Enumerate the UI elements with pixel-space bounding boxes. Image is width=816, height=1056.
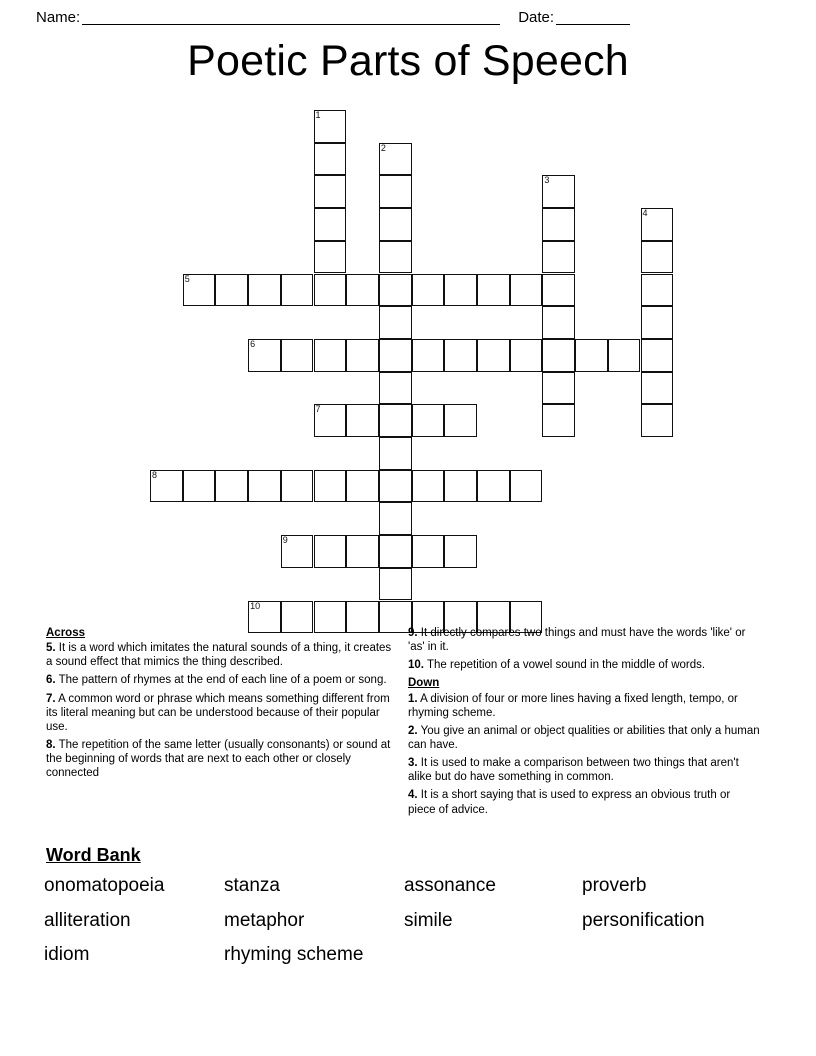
clue-number: 7. [46,692,56,705]
crossword-cell[interactable] [314,535,347,568]
crossword-cell[interactable] [314,110,347,143]
crossword-cell[interactable] [183,470,216,503]
clue-text: It directly compares two things and must have the words 'like' or 'as' in it. [408,627,746,654]
crossword-cell[interactable] [281,470,314,503]
crossword-cell[interactable] [542,306,575,339]
crossword-cell[interactable] [575,339,608,372]
crossword-cell[interactable] [412,470,445,503]
crossword-cell[interactable] [215,470,248,503]
crossword-cell[interactable] [379,535,412,568]
crossword-cell[interactable] [542,372,575,405]
crossword-cell[interactable] [542,404,575,437]
clues-column-right [408,626,760,821]
crossword-cell[interactable] [379,241,412,274]
crossword-cell[interactable] [314,208,347,241]
crossword-cell[interactable] [281,535,314,568]
cell-number: 10 [250,600,261,611]
word-bank-item[interactable]: personification [582,909,705,931]
word-bank-item[interactable]: stanza [224,875,280,896]
crossword-cell[interactable] [314,339,347,372]
clue-down-2 [408,724,760,752]
crossword-cell[interactable] [412,339,445,372]
crossword-cell[interactable] [641,339,674,372]
word-bank-item[interactable]: alliteration [44,909,131,931]
crossword-cell[interactable] [412,404,445,437]
crossword-cell[interactable] [641,241,674,274]
crossword-cell[interactable] [215,274,248,307]
page-title: Poetic Parts of Speech [187,37,629,85]
crossword-cell[interactable] [248,339,281,372]
crossword-cell[interactable] [510,274,543,307]
clues-column-left [46,626,398,784]
across-heading: Across [46,627,85,639]
crossword-cell[interactable] [477,274,510,307]
crossword-cell[interactable] [379,208,412,241]
crossword-cell[interactable] [444,339,477,372]
word-bank-item[interactable]: assonance [404,875,496,896]
crossword-cell[interactable] [379,404,412,437]
word-bank-item[interactable]: onomatopoeia [44,875,165,896]
crossword-cell[interactable] [379,568,412,601]
clue-number: 2. [408,724,418,737]
cell-number: 8 [152,469,158,480]
crossword-cell[interactable] [314,404,347,437]
crossword-cell[interactable] [314,175,347,208]
crossword-cell[interactable] [346,535,379,568]
clue-text: A division of four or more lines having a fixed length, tempo, or rhyming scheme. [408,692,738,719]
crossword-cell[interactable] [314,241,347,274]
clue-across-6 [46,673,398,687]
clue-across-8 [46,738,398,780]
cell-number: 1 [315,110,321,120]
crossword-cell[interactable] [314,143,347,176]
crossword-cell[interactable] [379,339,412,372]
clue-number: 8. [46,738,56,751]
clue-number: 3. [408,757,418,770]
crossword-cell[interactable] [281,339,314,372]
crossword-cell[interactable] [510,339,543,372]
crossword-cell[interactable] [346,470,379,503]
clues-section [46,626,770,836]
crossword-cell[interactable] [641,404,674,437]
date-label: Date: [518,9,555,26]
cell-number: 9 [282,535,288,546]
crossword-cell[interactable] [281,274,314,307]
clue-number: 6. [46,674,56,687]
crossword-cell[interactable] [379,175,412,208]
crossword-cell[interactable] [444,470,477,503]
clue-text: The pattern of rhymes at the end of each line of a poem or song. [58,674,387,687]
crossword-cell[interactable] [608,339,641,372]
crossword-cell[interactable] [444,404,477,437]
crossword-cell[interactable] [248,470,281,503]
cell-number: 6 [250,338,256,349]
clue-across-7 [46,692,398,734]
cell-number: 3 [544,175,550,186]
word-bank-item[interactable]: idiom [44,944,90,966]
clue-number: 1. [408,692,418,705]
cell-number: 2 [380,142,386,153]
crossword-cell[interactable] [477,470,510,503]
cell-number: 5 [184,273,190,284]
clue-text: It is a word which imitates the natural sounds of a thing, it creates a sound effect that mimics the thing described. [46,642,392,669]
clue-number: 5. [46,642,56,655]
clue-text: The repetition of the same letter (usually consonants) or sound at the beginning of words that are next to each other or closely connected [46,738,391,780]
crossword-cell[interactable] [379,470,412,503]
clue-across-9 [408,626,760,654]
word-bank-empty [404,941,582,969]
cell-number: 4 [642,208,648,219]
crossword-cell[interactable] [641,208,674,241]
crossword-cell[interactable] [444,274,477,307]
clue-number: 10. [408,659,424,672]
crossword-cell[interactable] [412,535,445,568]
crossword-cell[interactable] [641,274,674,307]
clue-number: 4. [408,789,418,802]
clue-text: It is a short saying that is used to express an obvious truth or piece of advice. [408,789,731,816]
crossword-cell[interactable] [314,470,347,503]
crossword-cell[interactable] [641,306,674,339]
crossword-cell[interactable] [542,241,575,274]
clue-text: A common word or phrase which means something different from its literal meaning but can be understood because of their popular use. [46,692,390,733]
crossword-cell[interactable] [248,274,281,307]
clue-down-3 [408,756,760,784]
crossword-cell[interactable] [314,274,347,307]
clue-text: The repetition of a vowel sound in the middle of words. [427,659,706,672]
clue-number: 9. [408,627,418,639]
word-bank-title: Word Bank [46,845,141,865]
crossword-cell[interactable] [379,306,412,339]
crossword-cell[interactable] [346,339,379,372]
cell-number: 7 [315,404,321,415]
crossword-cell[interactable] [379,437,412,470]
crossword-cell[interactable] [542,274,575,307]
word-bank-item[interactable]: rhyming scheme [224,944,364,966]
crossword-cell[interactable] [641,372,674,405]
clue-across-5 [46,641,398,669]
crossword-cell[interactable] [379,502,412,535]
crossword-cell[interactable] [444,535,477,568]
crossword-cell[interactable] [183,274,216,307]
clue-down-1 [408,692,760,720]
crossword-cell[interactable] [346,404,379,437]
crossword-cell[interactable] [542,175,575,208]
clue-across-10 [408,658,760,672]
clue-text: It is used to make a comparison between two things that aren't alike but do have something in common. [408,757,739,784]
crossword-cell[interactable] [477,339,510,372]
word-bank-item[interactable]: metaphor [224,909,305,931]
down-heading: Down [408,677,440,690]
clue-down-4 [408,788,760,816]
word-bank-empty [582,941,772,969]
crossword-cell[interactable] [542,208,575,241]
name-label: Name: [36,9,81,26]
crossword-cell[interactable] [150,470,183,503]
crossword-cell[interactable] [510,470,543,503]
clue-text: You give an animal or object qualities or abilities that only a human can have. [408,724,760,751]
crossword-cell[interactable] [346,274,379,307]
crossword-cell[interactable] [379,372,412,405]
word-bank-list [44,872,774,969]
crossword-cell[interactable] [379,274,412,307]
word-bank-item[interactable]: simile [404,909,453,931]
crossword-cell[interactable] [412,274,445,307]
crossword-cell[interactable] [379,143,412,176]
word-bank-item[interactable]: proverb [582,875,647,896]
crossword-cell[interactable] [542,339,575,372]
